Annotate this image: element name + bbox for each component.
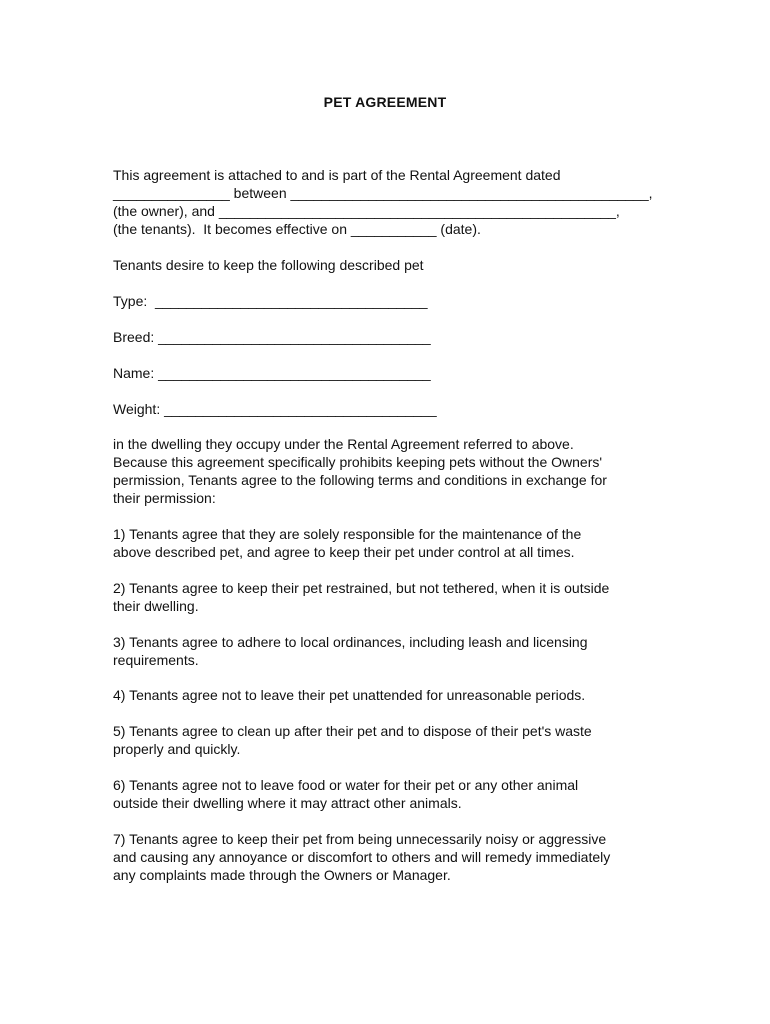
term-2 xyxy=(113,579,673,615)
term-4 xyxy=(113,686,673,704)
term-line: outside their dwelling where it may attract other animals. xyxy=(113,795,462,811)
document-title: PET AGREEMENT xyxy=(323,94,447,110)
term-line: any complaints made through the Owners or Manager. xyxy=(113,867,451,883)
dwelling-line: permission, Tenants agree to the following terms and conditions in exchange for xyxy=(113,472,607,488)
term-3 xyxy=(113,633,673,669)
term-6 xyxy=(113,776,673,812)
type-field-text: Type: ___________________________________ xyxy=(113,293,428,309)
breed-field xyxy=(113,328,673,346)
name-field-text: Name: ___________________________________ xyxy=(113,365,431,381)
intro-line: (the owner), and ___________________________________________________, xyxy=(113,203,620,219)
term-line: 2) Tenants agree to keep their pet restrained, but not tethered, when it is outside xyxy=(113,580,610,596)
term-line: 6) Tenants agree not to leave food or water for their pet or any other animal xyxy=(113,777,579,793)
intro-line: (the tenants). It becomes effective on ___________ (date). xyxy=(113,221,481,237)
term-line: properly and quickly. xyxy=(113,741,241,757)
dwelling-line: their permission: xyxy=(113,490,216,506)
term-line: 7) Tenants agree to keep their pet from being unnecessarily noisy or aggressive xyxy=(113,831,607,847)
term-line: 1) Tenants agree that they are solely responsible for the maintenance of the xyxy=(113,526,582,542)
dwelling-line: Because this agreement specifically prohibits keeping pets without the Owners' xyxy=(113,454,603,470)
weight-field xyxy=(113,400,673,418)
term-line: 4) Tenants agree not to leave their pet unattended for unreasonable periods. xyxy=(113,687,586,703)
term-line: their dwelling. xyxy=(113,598,199,614)
term-line: above described pet, and agree to keep their pet under control at all times. xyxy=(113,544,575,560)
type-field xyxy=(113,292,673,310)
weight-field-text: Weight: ___________________________________ xyxy=(113,401,437,417)
intro-line: _______________ between ______________________________________________, xyxy=(113,185,653,201)
term-7 xyxy=(113,830,673,884)
dwelling-line: in the dwelling they occupy under the Rental Agreement referred to above. xyxy=(113,436,574,452)
term-line: and causing any annoyance or discomfort to others and will remedy immediately xyxy=(113,849,611,865)
term-line: 5) Tenants agree to clean up after their pet and to dispose of their pet's waste xyxy=(113,723,592,739)
term-5 xyxy=(113,722,673,758)
intro-paragraph xyxy=(113,166,673,238)
term-line: requirements. xyxy=(113,652,199,668)
dwelling-paragraph xyxy=(113,435,673,507)
desire-paragraph: Tenants desire to keep the following described pet xyxy=(113,257,424,273)
breed-field-text: Breed: ___________________________________ xyxy=(113,329,431,345)
term-1 xyxy=(113,525,673,561)
term-line: 3) Tenants agree to adhere to local ordinances, including leash and licensing xyxy=(113,634,588,650)
name-field xyxy=(113,364,673,382)
intro-line: This agreement is attached to and is part of the Rental Agreement dated xyxy=(113,167,561,183)
